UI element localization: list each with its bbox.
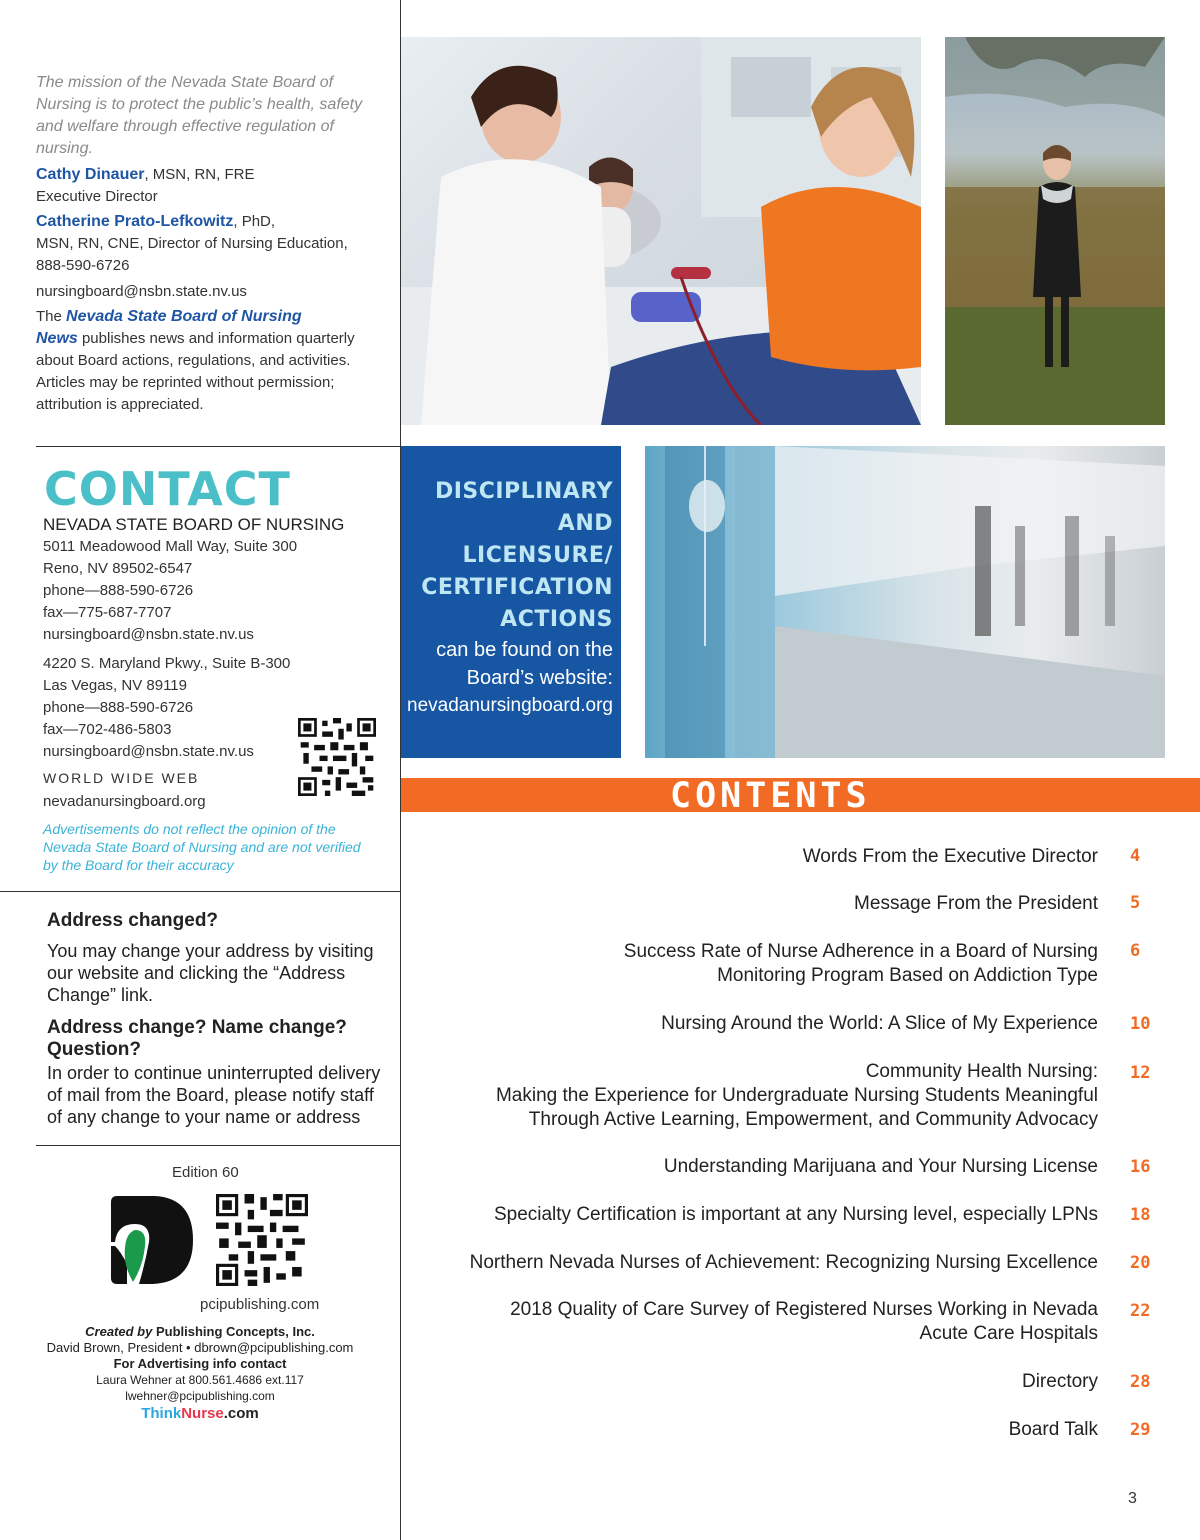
field-illustration bbox=[945, 37, 1165, 425]
toc-line: Specialty Certification is important at any Nursing level, especially LPNs bbox=[493, 1204, 1098, 1225]
contact-reno bbox=[43, 514, 383, 646]
toc-page-1[interactable]: 4 bbox=[1130, 846, 1141, 866]
address-changed-heading: Address changed? bbox=[47, 910, 219, 931]
photo-hospital-corridor bbox=[645, 446, 1165, 758]
person2-phone: 888-590-6726 bbox=[36, 257, 130, 274]
toc-page-6[interactable]: 16 bbox=[1130, 1157, 1151, 1177]
address-name-change-heading: Address change? Name change? Question? bbox=[47, 1017, 347, 1060]
advertisement-disclaimer: Advertisements do not reflect the opinion of the Nevada State Board of Nursing and are not verified by the Board for their accuracy bbox=[43, 821, 361, 873]
advertising-email[interactable]: lwehner@pcipublishing.com bbox=[125, 1389, 275, 1403]
toc-page-11[interactable]: 29 bbox=[1130, 1420, 1151, 1440]
toc-page-7[interactable]: 18 bbox=[1130, 1205, 1151, 1225]
toc-line: Board Talk bbox=[1008, 1419, 1098, 1440]
thinknurse-logo[interactable] bbox=[20, 1406, 380, 1422]
lv-fax: fax—702-486-5803 bbox=[43, 721, 172, 738]
publisher-site[interactable]: pcipublishing.com bbox=[200, 1296, 320, 1313]
staff-person2 bbox=[36, 211, 275, 233]
staff-person1 bbox=[36, 164, 254, 186]
toc-item-4[interactable] bbox=[358, 1012, 1098, 1036]
staff-email[interactable]: nursingboard@nsbn.state.nv.us bbox=[36, 283, 247, 300]
toc-line: Understanding Marijuana and Your Nursing License bbox=[663, 1156, 1098, 1177]
lv-phone: phone—888-590-6726 bbox=[43, 699, 194, 716]
toc-line: Directory bbox=[1021, 1371, 1098, 1392]
news-the: The bbox=[36, 308, 67, 325]
toc-page-4[interactable]: 10 bbox=[1130, 1014, 1151, 1034]
toc-item-10[interactable] bbox=[358, 1370, 1098, 1394]
news-line4: Articles may be reprinted without permission; bbox=[36, 374, 335, 391]
tn-think: Think bbox=[141, 1405, 182, 1422]
news-blurb bbox=[36, 306, 386, 416]
toc-item-9[interactable] bbox=[358, 1298, 1098, 1346]
news-line2: publishes news and information quarterly bbox=[77, 330, 355, 347]
toc-item-11[interactable] bbox=[358, 1418, 1098, 1442]
reno-street: 5011 Meadowood Mall Way, Suite 300 bbox=[43, 538, 298, 555]
toc-item-8[interactable] bbox=[338, 1251, 1098, 1275]
reno-email[interactable]: nursingboard@nsbn.state.nv.us bbox=[43, 626, 254, 643]
toc-line: Success Rate of Nurse Adherence in a Board of Nursing bbox=[623, 941, 1098, 962]
toc-line: Community Health Nursing: bbox=[865, 1061, 1098, 1082]
corridor-illustration bbox=[645, 446, 1165, 758]
lv-email[interactable]: nursingboard@nsbn.state.nv.us bbox=[43, 743, 254, 760]
disciplinary-actions-box bbox=[401, 446, 621, 758]
disc-head-5: ACTIONS bbox=[500, 607, 613, 632]
toc-item-1[interactable] bbox=[358, 845, 1098, 869]
advertising-heading: For Advertising info contact bbox=[113, 1356, 287, 1371]
toc-item-5[interactable] bbox=[358, 1060, 1098, 1132]
tn-nurse: Nurse bbox=[181, 1405, 224, 1422]
divider-address bbox=[0, 891, 400, 892]
toc-page-2[interactable]: 5 bbox=[1130, 893, 1141, 913]
person1-name: Cathy Dinauer bbox=[36, 166, 145, 183]
disc-head-3: LICENSURE/ bbox=[462, 543, 613, 568]
contents-title: CONTENTS bbox=[670, 776, 871, 816]
pci-logo-icon bbox=[105, 1194, 199, 1288]
tn-com: .com bbox=[223, 1405, 259, 1422]
person2-creds: , PhD, bbox=[233, 213, 276, 230]
toc-page-8[interactable]: 20 bbox=[1130, 1253, 1151, 1273]
toc-line: Acute Care Hospitals bbox=[919, 1323, 1098, 1344]
disc-head-2: AND bbox=[557, 511, 613, 536]
nurse-patient-illustration bbox=[401, 37, 921, 425]
page-number: 3 bbox=[1128, 1490, 1137, 1507]
news-line5: attribution is appreciated. bbox=[36, 396, 204, 413]
publisher-credits bbox=[20, 1324, 380, 1422]
disc-body-1: can be found on the bbox=[436, 639, 613, 661]
qr-code-publisher-icon bbox=[216, 1194, 308, 1286]
toc-item-3[interactable] bbox=[358, 940, 1098, 988]
toc-line: Monitoring Program Based on Addiction Type bbox=[717, 965, 1098, 986]
reno-city: Reno, NV 89502-6547 bbox=[43, 560, 193, 577]
reno-phone: phone—888-590-6726 bbox=[43, 582, 194, 599]
toc-page-9[interactable]: 22 bbox=[1130, 1301, 1151, 1321]
mission-statement: The mission of the Nevada State Board of Nursing is to protect the public’s health, safety and welfare through effective regulation of nursing. bbox=[36, 74, 363, 157]
disc-url[interactable]: nevadanursingboard.org bbox=[407, 695, 613, 716]
created-by: Created by bbox=[85, 1324, 153, 1339]
toc-line: Message From the President bbox=[854, 893, 1098, 914]
disc-head-4: CERTIFICATION bbox=[421, 575, 613, 600]
person2-name: Catherine Prato-Lefkowitz bbox=[36, 213, 234, 230]
news-line3: about Board actions, regulations, and activities. bbox=[36, 352, 351, 369]
www-link[interactable]: nevadanursingboard.org bbox=[43, 793, 206, 810]
contact-title: CONTACT bbox=[44, 462, 291, 516]
reno-fax: fax—775-687-7707 bbox=[43, 604, 172, 621]
divider-publisher bbox=[36, 1145, 400, 1146]
toc-line: Nursing Around the World: A Slice of My Experience bbox=[661, 1013, 1098, 1034]
person2-title: MSN, RN, CNE, Director of Nursing Education, bbox=[36, 235, 348, 252]
person1-creds: , MSN, RN, FRE bbox=[144, 166, 255, 183]
toc-line: Through Active Learning, Empowerment, and Community Advocacy bbox=[528, 1109, 1098, 1130]
disc-body-2: Board’s website: bbox=[466, 667, 613, 689]
person1-title: Executive Director bbox=[36, 188, 158, 205]
disc-head-1: DISCIPLINARY bbox=[434, 479, 613, 504]
contact-org: NEVADA STATE BOARD OF NURSING bbox=[43, 515, 345, 534]
company-name: Publishing Concepts, Inc. bbox=[152, 1324, 315, 1339]
lv-city: Las Vegas, NV 89119 bbox=[43, 677, 187, 694]
toc-item-7[interactable] bbox=[358, 1203, 1098, 1227]
divider-contact bbox=[36, 446, 400, 447]
toc-item-6[interactable] bbox=[358, 1155, 1098, 1179]
toc-line: Words From the Executive Director bbox=[802, 846, 1098, 867]
toc-line: 2018 Quality of Care Survey of Registered Nurses Working in Nevada bbox=[510, 1299, 1098, 1320]
toc-line: Northern Nevada Nurses of Achievement: Recognizing Nursing Excellence bbox=[469, 1252, 1098, 1273]
news-pub-name-2: News bbox=[36, 330, 78, 347]
president-line: David Brown, President • dbrown@pcipublishing.com bbox=[46, 1340, 354, 1355]
qr-code-icon bbox=[298, 717, 376, 797]
toc-line: Making the Experience for Undergraduate Nursing Students Meaningful bbox=[495, 1085, 1098, 1106]
toc-item-2[interactable] bbox=[358, 892, 1098, 916]
address-name-change-body: In order to continue uninterrupted delivery of mail from the Board, please notify staff of any change to your name or address bbox=[47, 1063, 381, 1127]
advertising-contact: Laura Wehner at 800.561.4686 ext.117 bbox=[96, 1373, 304, 1387]
edition-label: Edition 60 bbox=[172, 1164, 239, 1181]
www-label: WORLD WIDE WEB bbox=[43, 770, 200, 786]
photo-person-field bbox=[945, 37, 1165, 425]
toc-page-5[interactable]: 12 bbox=[1130, 1063, 1151, 1083]
photo-nurse-patient bbox=[401, 37, 921, 425]
toc-page-10[interactable]: 28 bbox=[1130, 1372, 1151, 1392]
toc-page-3[interactable]: 6 bbox=[1130, 941, 1141, 961]
news-pub-name: Nevada State Board of Nursing bbox=[66, 308, 302, 325]
lv-street: 4220 S. Maryland Pkwy., Suite B-300 bbox=[43, 655, 291, 672]
address-changed-body: You may change your address by visiting our website and clicking the “Address Change” link. bbox=[47, 941, 374, 1005]
